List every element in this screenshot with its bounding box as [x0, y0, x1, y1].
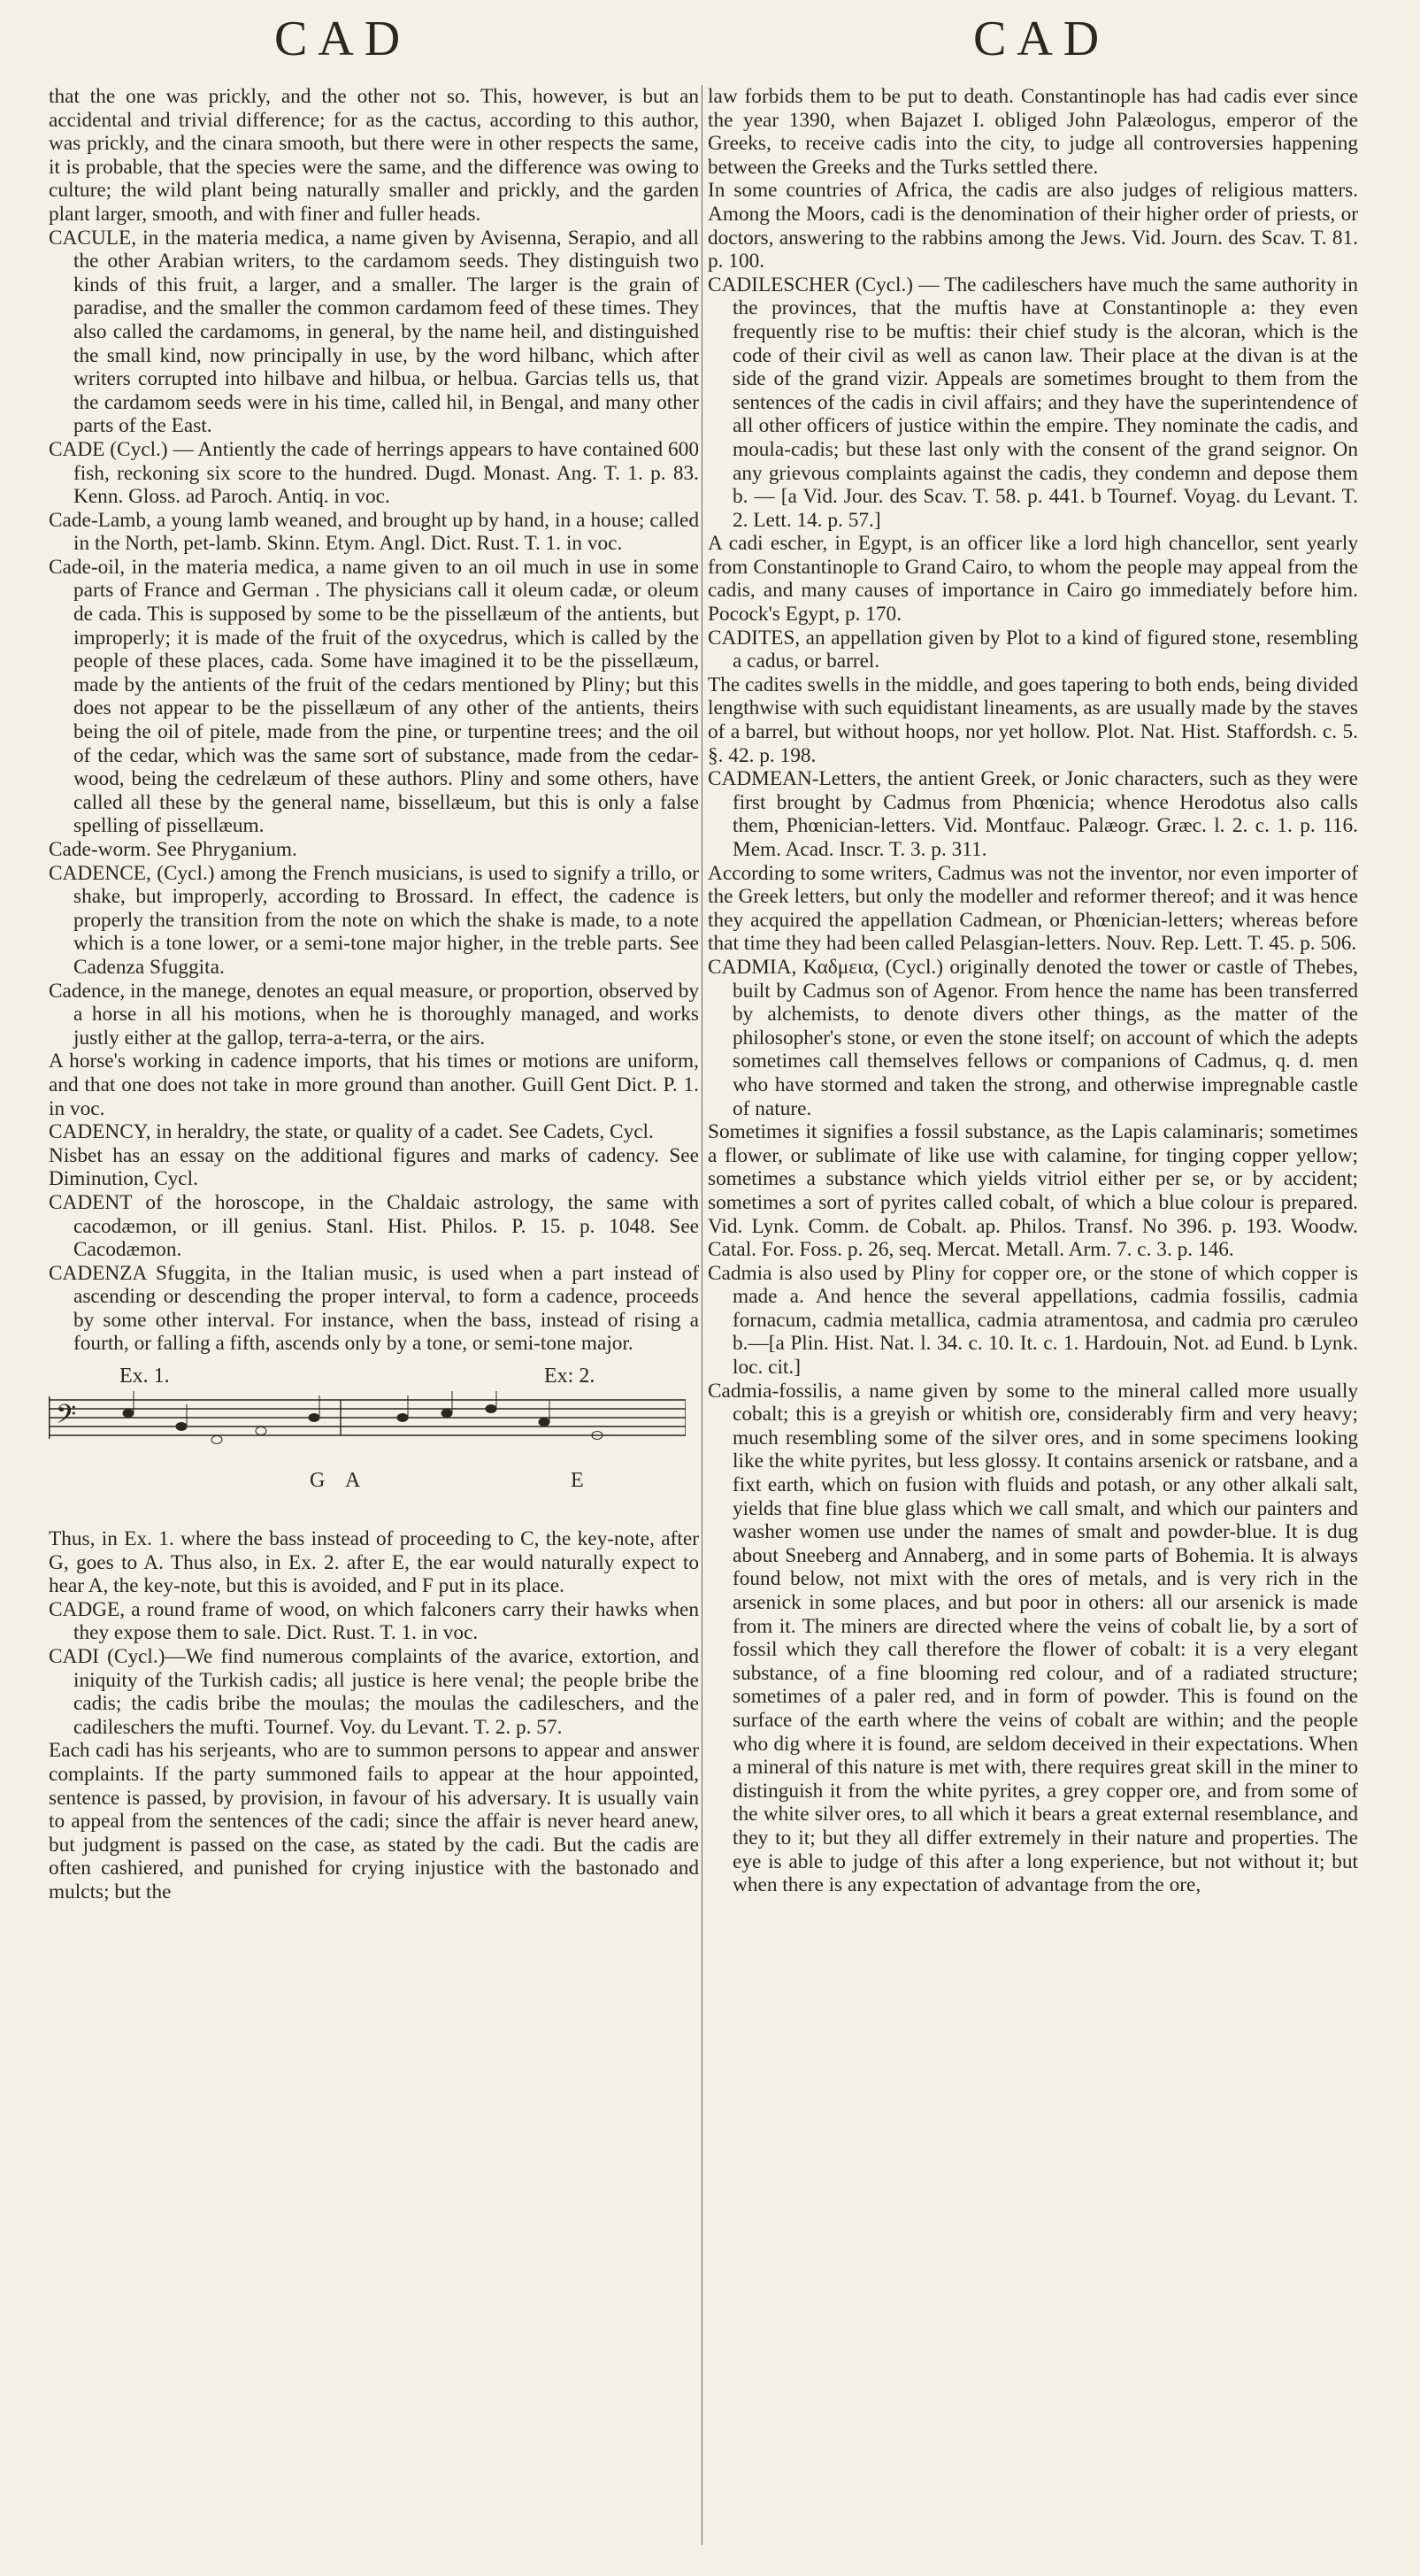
entry-paragraph: Nisbet has an essay on the additional figures and marks of cadency. See Diminution, Cycl. [49, 1143, 699, 1191]
dictionary-entry: CADENCY, in heraldry, the state, or quality of a cadet. See Cadets, Cycl. [49, 1120, 654, 1144]
dictionary-entry: CADE (Cycl.) — Antiently the cade of herrings appears to have contained 600 fish, reckoning six score to the hundred. Dugd. Monast. Ang. T. 1. p. 83. Kenn. Gloss. ad Paroch. Antiq. in voc. [49, 437, 699, 509]
dictionary-entry: CADMEAN-Letters, the antient Greek, or Jonic characters, such as they were first brought by Cadmus from Phœnicia; whence Herodotus also calls them, Phœnician-letters. Vid. Montfauc. Palæogr. Græc. l. 2. c. 1. p. 116. Mem. Acad. Inscr. T. 3. p. 311. [708, 767, 1358, 861]
entry-paragraph: According to some writers, Cadmus was not the inventor, nor even importer of the Greek letters, but only the modeller and reformer thereof; and it was hence they acquired the appellation Cadmean, or Phœnician-letters; whereas before that time they had been called Pelasgian-letters. Nouv. Rep. Lett. T. 45. p. 506. [708, 861, 1358, 956]
example-2-label: Ex: 2. [544, 1365, 595, 1388]
left-column [49, 85, 699, 1904]
music-example-figure [49, 1365, 699, 1515]
dictionary-entry: Cadence, in the manege, denotes an equal measure, or proportion, observed by a horse in all his motions, when he is thoroughly managed, and works justly either at the gallop, terra-a-terra, or the airs. [49, 979, 699, 1050]
music-staff-icon [49, 1391, 686, 1480]
entry-paragraph: The cadites swells in the middle, and goes tapering to both ends, being divided lengthwise with such equidistant lineaments, as are usually made by the staves of a barrel, but without hoops, nor yet hollow. Plot. Nat. Hist. Staffordsh. c. 5. §. 42. p. 198. [708, 673, 1358, 767]
example-1-label: Ex. 1. [119, 1365, 170, 1388]
entry-paragraph: Thus, in Ex. 1. where the bass instead of proceeding to C, the key-note, after G, goes to A. Thus also, in Ex. 2. after E, the ear would naturally expect to hear A, the key-note, but this is avoided, and F put in its place. [49, 1527, 699, 1598]
entry-paragraph: that the one was prickly, and the other not so. This, however, is but an accidental and trivial difference; for as the cactus, according to this author, was prickly, and the cinara smooth, but there were in other respects the same, it is probable, that the species were the same, and the difference was owing to culture; the wild plant being naturally smaller and prickly, and the garden plant larger, smooth, and with finer and fuller heads. [49, 85, 699, 226]
dictionary-entry: CADMIA, Καδμεια, (Cycl.) originally denoted the tower or castle of Thebes, built by Cadmus son of Agenor. From hence the name has been transferred by alchemists, to denote divers other things, as the matter of the philosopher's stone, or even the stone itself; on account of which the adepts sometimes call themselves fellows or companions of Cadmus, q. d. men who have stormed and taken the strong, and otherwise impregnable castle of nature. [708, 955, 1358, 1120]
entry-paragraph: Sometimes it signifies a fossil substance, as the Lapis calaminaris; sometimes a flower, or sublimate of like use with calamine, for tinging copper yellow; sometimes a substance which yields vitriol either per se, or by accident; sometimes a sort of pyrites called cobalt, of which a blue colour is prepared. Vid. Lynk. Comm. de Cobalt. ap. Philos. Transf. No 396. p. 193. Woodw. Catal. For. Foss. p. 26, seq. Mercat. Metall. Arm. 7. c. 3. p. 146. [708, 1120, 1358, 1262]
dictionary-entry: CADENT of the horoscope, in the Chaldaic astrology, the same with cacodæmon, or ill genius. Stanl. Hist. Philos. P. 15. p. 1048. See Cacodæmon. [49, 1190, 699, 1262]
note-a-label: A [345, 1469, 361, 1493]
note-e-label: E [571, 1469, 584, 1493]
note-g-label: G [310, 1469, 326, 1493]
dictionary-entry: CADENZA Sfuggita, in the Italian music, is used when a part instead of ascending or descending the proper interval, to form a cadence, proceeds by some other interval. For instance, when the bass, instead of rising a fourth, or falling a fifth, ascends only by a tone, or semi-tone major. [49, 1261, 699, 1356]
dictionary-entry: Cade-oil, in the materia medica, a name given to an oil much in use in some parts of France and German . The physicians call it oleum cadæ, or oleum de cada. This is supposed by some to be the pissellæum of the antients, but improperly; it is made of the fruit of the oxycedrus, which is called by the people of these places, cada. Some have imagined it to be the pissellæum, made by the antients of the fruit of the cedars mentioned by Pliny; but this does not appear to be the pissellæum of any other of the antients, theirs being the oil of pitele, made from the pine, or turpentine trees; and the oil of the cedar, which was the same sort of substance, made from the cedar-wood, being the cedrelæum of these authors. Pliny and some others, have called all these by the general name, bissellæum, but this is only a false spelling of pissellæum. [49, 555, 699, 838]
dictionary-entry: CADI (Cycl.)—We find numerous complaints of the avarice, extortion, and iniquity of the Turkish cadis; all justice is here venal; the people bribe the cadis; the cadis bribe the moulas; the moulas the cadileschers, and the cadileschers the mufti. Tournef. Voy. du Levant. T. 2. p. 57. [49, 1645, 699, 1739]
dictionary-entry: Cadmia-fossilis, a name given by some to the mineral called more usually cobalt; this is a greyish or whitish ore, considerably firm and very heavy; much resembling some of the silver ores, and in some specimens looking like the white pyrites, but less glossy. It contains arsenick or ratsbane, and a fixt earth, which on fusion with fluids and potash, or any other alkali salt, yields that fine blue glass which we call smalt, and which our painters and washer women use under the names of smalt and powder-blue. It is dug about Sneeberg and Annaberg, and in some parts of Bohemia. It is always found below, not mixt with the ores of metals, and is very rich in the arsenick in some places, and but poor in others: all our arsenick is made from it. The miners are directed where the veins of cobalt lie, by a sort of fossil which they call therefore the flower of cobalt: it is a very elegant substance, of a fine blooming red colour, and of a radiated structure; sometimes of a paler red, and in form of powder. This is found on the surface of the earth where the veins of cobalt are within; and the people who dig where it is found, are seldom deceived in their expectations. When a mineral of this nature is met with, there requires great skill in the miner to distinguish it from the white pyrites, a grey copper ore, and from some of the white silver ores, to all which it bears a great external resemblance, and they to it; but they all differ extremely in their nature and properties. The eye is able to judge of this after a long experience, but not without it; but when there is any expectation of advantage from the ore, [708, 1379, 1358, 1897]
entry-paragraph: Each cadi has his serjeants, who are to summon persons to appear and answer complaints. If the party summoned fails to appear at the hour appointed, sentence is passed, by provision, in favour of his adversary. It is usually vain to appeal from the sentences of the cadi; since the affair is never heard anew, but judgment is passed on the case, as stated by the cadi. But the cadis are often cashiered, and punished for crying injustice with the bastonado and mulcts; but the [49, 1739, 699, 1903]
dictionary-entry: CACULE, in the materia medica, a name given by Avisenna, Serapio, and all the other Arabian writers, to the cardamom seeds. They distinguish two kinds of this fruit, a larger, and a smaller. The larger is the grain of paradise, and the smaller the common cardamom feed of these times. They also called the cardamoms, in general, by the name heil, and distinguished the small kind, now principally in use, by the word hilbanc, which after writers corrupted into hilbave and hilbua, or helbua. Garcias tells us, that the cardamom seeds were in his time, called hil, in Bengal, and many other parts of the East. [49, 226, 699, 438]
entry-paragraph: In some countries of Africa, the cadis are also judges of religious matters. Among the Moors, cadi is the denomination of their higher order of priests, or doctors, answering to the rabbins among the Jews. Vid. Journ. des Scav. T. 81. p. 100. [708, 179, 1358, 273]
entry-paragraph: A horse's working in cadence imports, that his times or motions are uniform, and that one does not take in more ground than another. Guill Gent Dict. P. 1. in voc. [49, 1050, 699, 1120]
entry-paragraph: law forbids them to be put to death. Constantinople has had cadis ever since the year 1390, when Bajazet I. obliged John Palæologus, emperor of the Greeks, to receive cadis into the city, to judge all controversies happening between the Greeks and the Turks settled there. [708, 85, 1358, 179]
dictionary-entry: Cadmia is also used by Pliny for copper ore, or the stone of which copper is made a. And hence the several appellations, cadmia fossilis, cadmia fornacum, cadmia metallica, cadmia atramentosa, and cadmia pro cæruleo b.—[a Plin. Hist. Nat. l. 34. c. 10. It. c. 1. Hardouin, Not. ad Eund. b Lynk. loc. cit.] [708, 1261, 1358, 1380]
dictionary-entry: CADGE, a round frame of wood, on which falconers carry their hawks when they expose them to sale. Dict. Rust. T. 1. in voc. [49, 1597, 699, 1645]
dictionary-entry: CADENCE, (Cycl.) among the French musicians, is used to signify a trillo, or shake, but improperly, according to Brossard. In effect, the cadence is properly the transition from the note on which the shake is made, to a note which is a tone lower, or a semi-tone major higher, in the treble parts. See Cadenza Sfuggita. [49, 861, 699, 979]
right-column [708, 85, 1358, 1897]
dictionary-entry: CADILESCHER (Cycl.) — The cadileschers have much the same authority in the provinces, that the muftis have at Constantinople a: they even frequently rise to be muftis: their chief study is the alcoran, which is the code of their civil as well as canon law. Their place at the divan is at the side of the grand vizir. Appeals are sometimes brought to them from the sentences of the cadis in civil affairs; and they have the superintendence of all other officers of justice within the empire. They nominate the cadis, and moula-cadis; but these last only with the consent of the grand seignor. On any grievous complaints against the cadis, they condemn and depose them b. — [a Vid. Jour. des Scav. T. 58. p. 441. b Tournef. Voyag. du Levant. T. 2. Lett. 14. p. 57.] [708, 273, 1358, 532]
running-head-right: CAD [973, 12, 1110, 66]
dictionary-entry: Cade-Lamb, a young lamb weaned, and brought up by hand, in a house; called in the North, pet-lamb. Skinn. Etym. Angl. Dict. Rust. T. 1. in voc. [49, 508, 699, 556]
entry-paragraph: A cadi escher, in Egypt, is an officer like a lord high chancellor, sent yearly from Constantinople to Grand Cairo, to whom the people may appeal from the cadis, and many causes of importance in Cairo go immediately before him. Pocock's Egypt, p. 170. [708, 532, 1358, 627]
running-head-left: CAD [274, 12, 411, 66]
svg-text:𝄢: 𝄢 [56, 1400, 77, 1436]
dictionary-entry: CADITES, an appellation given by Plot to a kind of figured stone, resembling a cadus, or barrel. [708, 626, 1358, 673]
dictionary-entry: Cade-worm. See Phryganium. [49, 838, 297, 861]
